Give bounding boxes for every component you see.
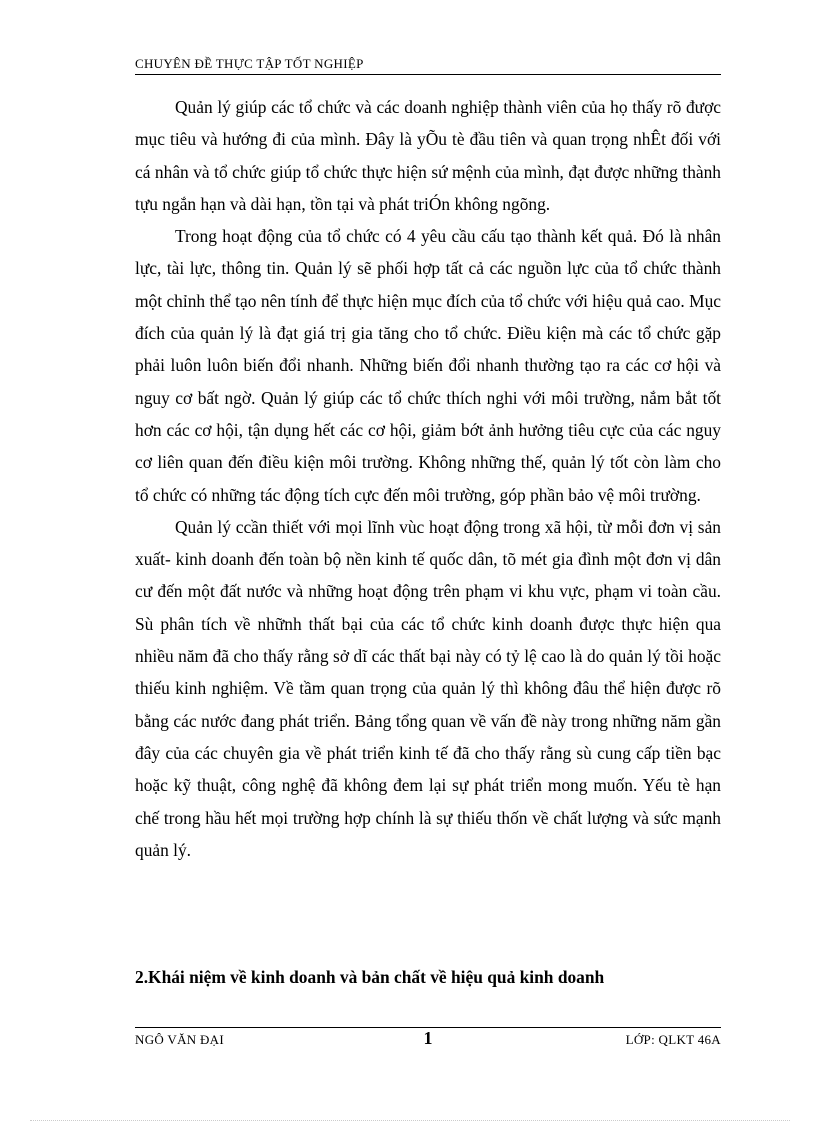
section-heading: 2.Khái niệm về kinh doanh và bản chất về hiệu quả kinh doanh xyxy=(135,967,605,987)
page-header-title: CHUYÊN ĐỀ THỰC TẬP TỐT NGHIỆP xyxy=(135,56,364,71)
paragraph-1: Quản lý giúp các tổ chức và các doanh nghiệp thành viên của họ thấy rõ được mục tiêu và hướng đi của mình. Đây là yÕu tè đầu tiên và quan trọng nhÊt đối với cá nhân và tổ chức giúp tổ chức thực hiện sứ mệnh của mình, đạt được những thành tựu ngắn hạn và dài hạn, tồn tại và phát triÓn không ngõng. xyxy=(135,97,721,214)
header-divider xyxy=(135,74,721,75)
paragraph-3: Quản lý ccần thiết với mọi lĩnh vùc hoạt động trong xã hội, từ mỗi đơn vị sản xuất- kinh doanh đến toàn bộ nền kinh tế quốc dân, tõ mét gia đình một đơn vị dân cư đến một đất nước và những hoạt động trên phạm vi khu vực, phạm vi toàn cầu. Sù phân tích về nhữnh thất bại của các tổ chức kinh doanh được thực hiện qua nhiều năm đã cho thấy rằng sở dĩ các thất bại này có tỷ lệ cao là do quản lý tồi hoặc thiếu kinh nghiệm. Về tầm quan trọng của quản lý thì không đâu thể hiện được rõ bằng các nước đang phát triển. Bảng tổng quan về vấn đề này trong những năm gần đây của các chuyên gia về phát triển kinh tế đã cho thấy rằng sù cung cấp tiền bạc hoặc kỹ thuật, công nghệ đã không đem lại sự phát triển mong muốn. Yếu tè hạn chế trong hầu hết mọi trường hợp chính là sự thiếu thốn về chất lượng và sức mạnh quản lý. xyxy=(135,516,721,860)
paragraph-2: Trong hoạt động của tổ chức có 4 yêu cầu cấu tạo thành kết quả. Đó là nhân lực, tài lực, thông tin. Quản lý sẽ phối hợp tất cả các nguồn lực của tổ chức thành một chỉnh thể tạo nên tính để thực hiện mục đích của tổ chức với hiệu quả cao. Mục đích của quản lý là đạt giá trị gia tăng cho tổ chức. Điều kiện mà các tổ chức gặp phải luôn luôn biến đổi nhanh. Những biến đổi nhanh thường tạo ra các cơ hội và nguy cơ bất ngờ. Quản lý giúp các tổ chức thích nghi với môi trường, nắm bắt tốt hơn các cơ hội, tận dụng hết các cơ hội, giảm bớt ảnh hưởng tiêu cực của các nguy cơ liên quan đến điều kiện môi trường. Không những thế, quản lý tốt còn làm cho tổ chức có những tác động tích cực đến môi trường, góp phần bảo vệ môi trường. xyxy=(135,226,721,505)
document-body xyxy=(135,91,721,866)
footer-author: NGÔ VĂN ĐẠI xyxy=(135,1032,224,1047)
footer-class: LỚP: QLKT 46A xyxy=(625,1032,721,1047)
page-bottom-edge xyxy=(30,1120,790,1121)
page-number: 1 xyxy=(423,1028,433,1048)
